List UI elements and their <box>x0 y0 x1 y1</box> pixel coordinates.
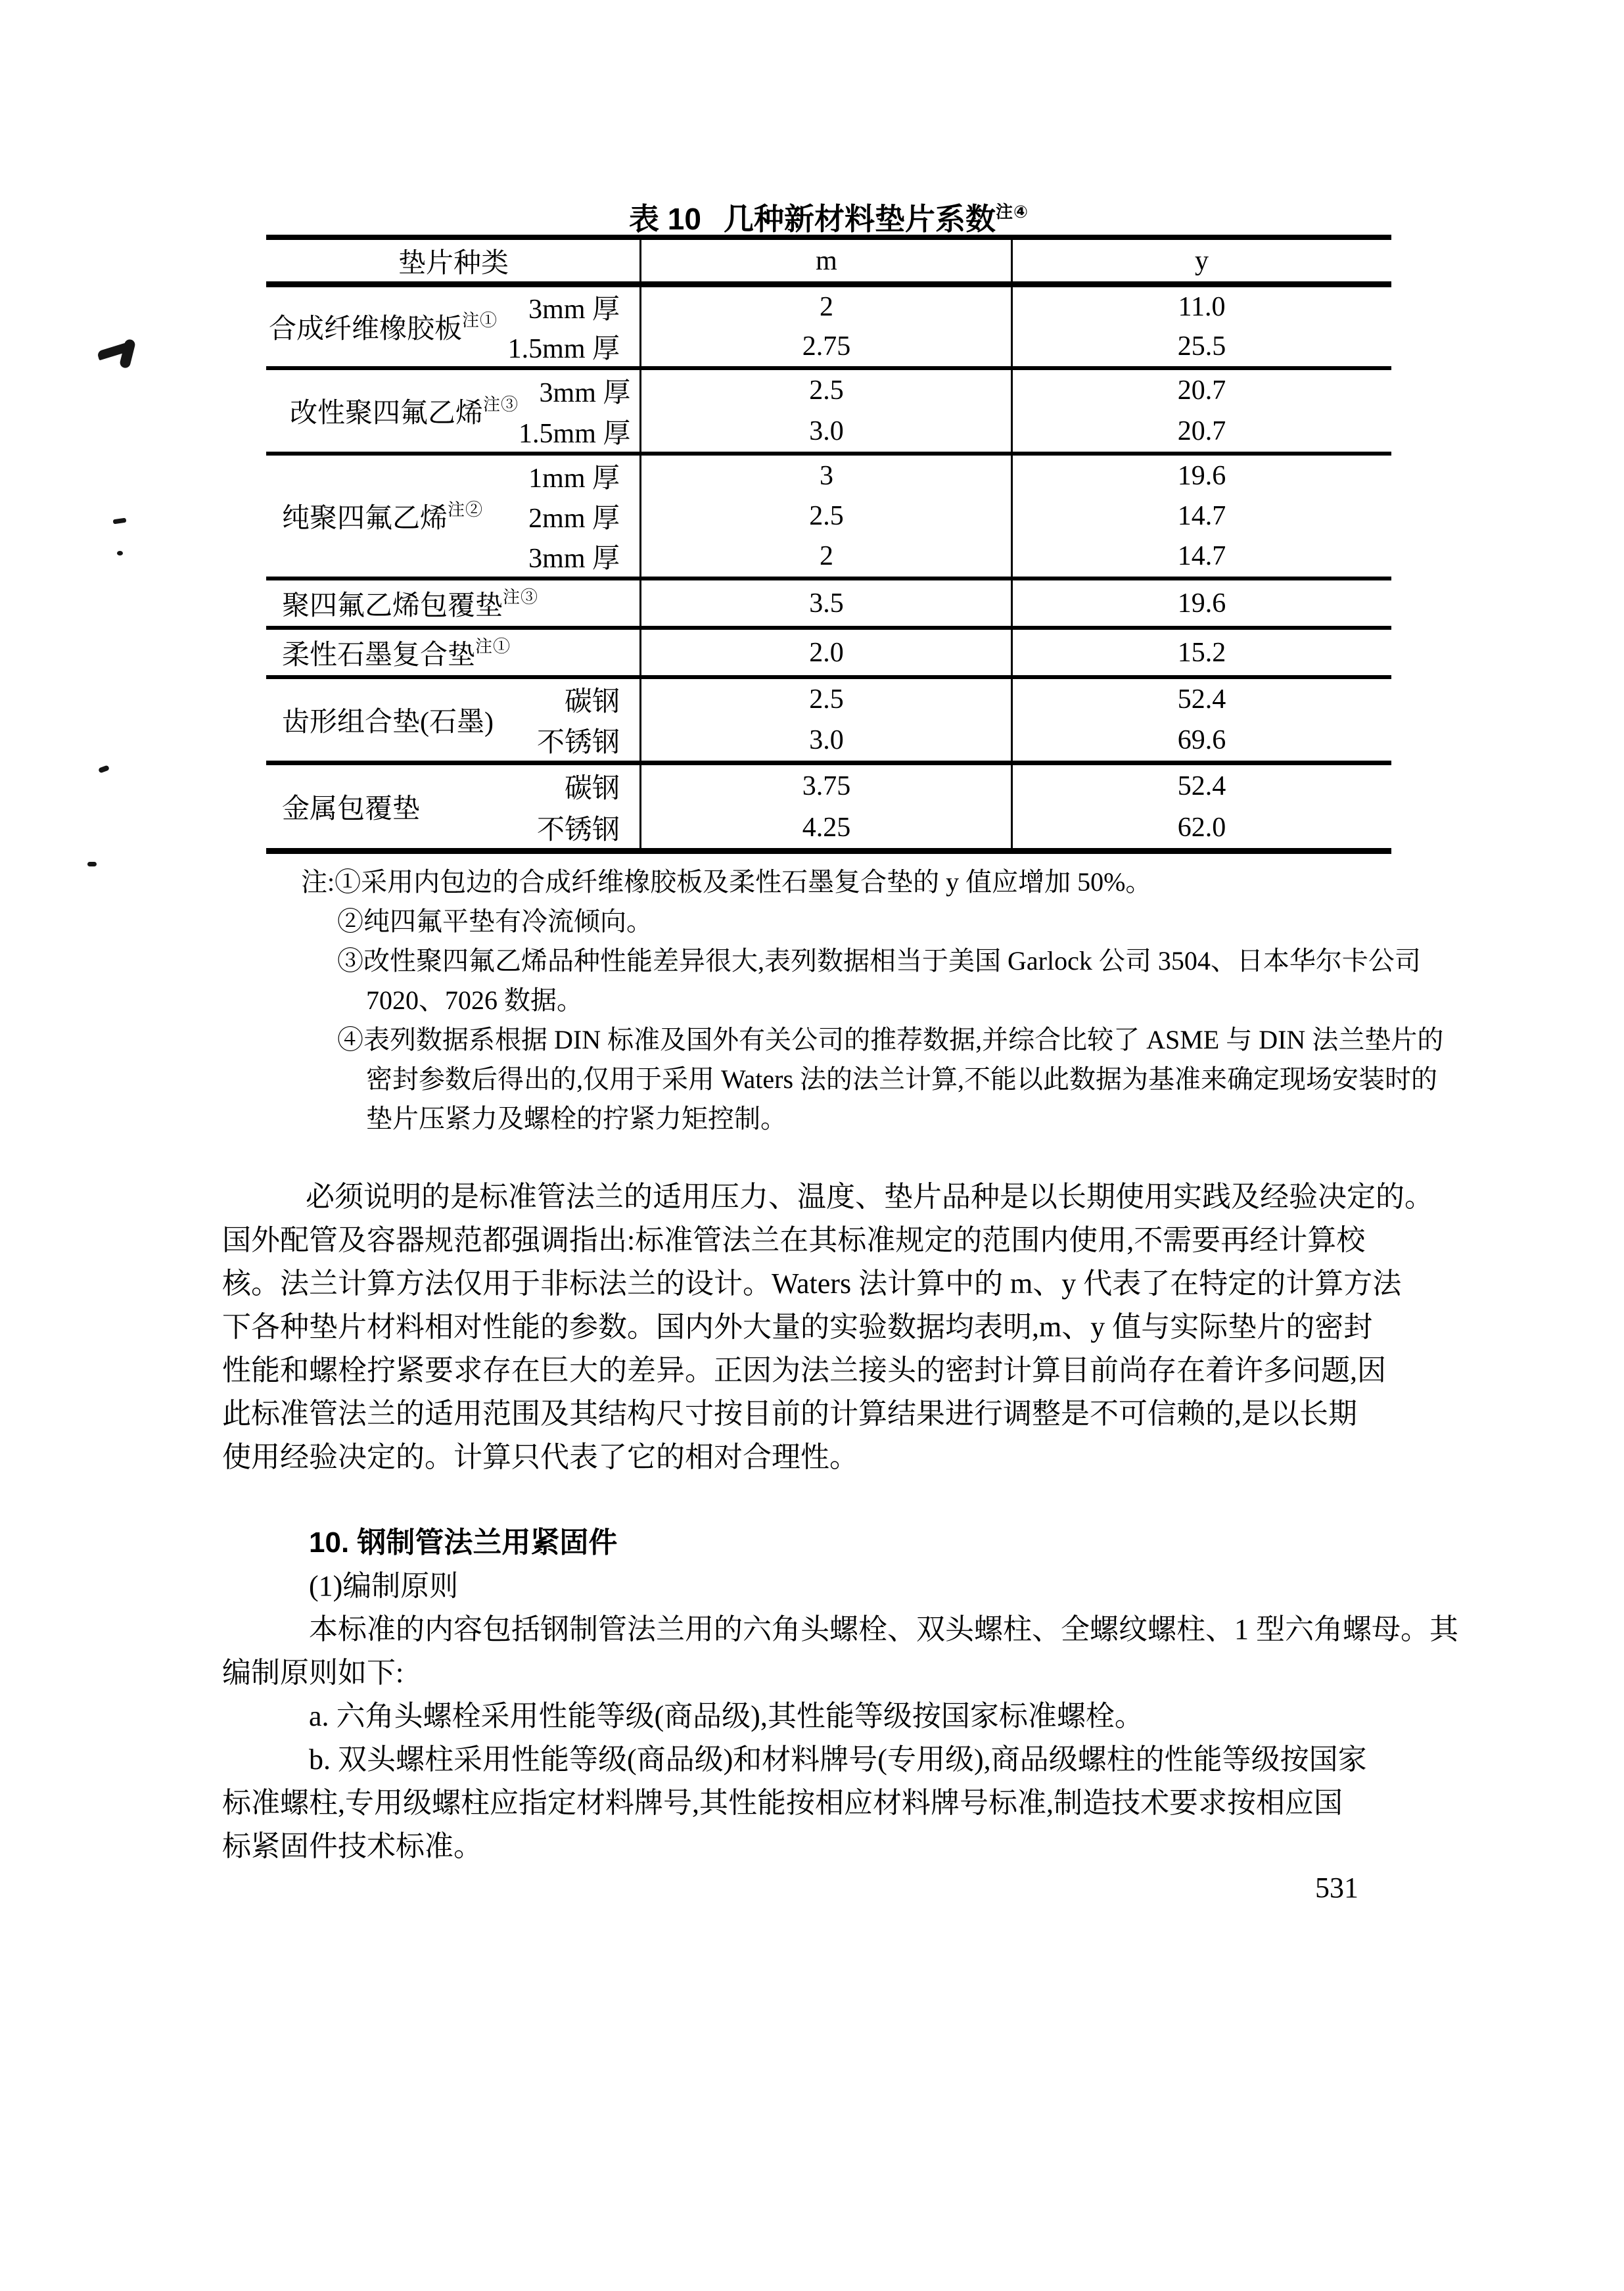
section-subheading: (1)编制原则 <box>309 1570 459 1602</box>
note-ref: 注① <box>462 311 498 330</box>
thickness-label: 3mm 厚 <box>539 378 631 408</box>
y-value: 20.7 <box>1177 375 1226 406</box>
gasket-type-label: 改性聚四氟乙烯$^{注③}$ <box>290 395 519 429</box>
note-line: ③改性聚四氟乙烯品种性能差异很大,表列数据相当于美国 Garlock 公司 3504、日本华尔卡公司 <box>337 946 1421 976</box>
section-line: 本标准的内容包括钢制管法兰用的六角头螺栓、双头螺柱、全螺纹螺柱、1 型六角螺母。其 <box>309 1613 1458 1645</box>
y-value: 11.0 <box>1178 292 1226 322</box>
ink-smudge-icon <box>117 551 123 555</box>
thickness-label: 2mm 厚 <box>528 503 620 534</box>
thickness-label: 1.5mm 厚 <box>519 419 631 449</box>
gasket-type-label: 纯聚四氟乙烯$^{注②}$ <box>282 500 484 534</box>
body-line: 使用经验决定的。计算只代表了它的相对合理性。 <box>222 1441 858 1473</box>
y-value: 20.7 <box>1177 416 1226 446</box>
m-value: 2 <box>820 292 833 322</box>
table-title-text: 几种新材料垫片系数 <box>723 202 996 236</box>
body-line: 此标准管法兰的适用范围及其结构尺寸按目前的计算结果进行调整是不可信赖的,是以长期 <box>222 1398 1357 1430</box>
table-row-group <box>266 679 1391 765</box>
note-line: 密封参数后得出的,仅用于采用 Waters 法的法兰计算,不能以此数据为基准来确定现场安装时的 <box>366 1064 1438 1094</box>
column-header-y: y <box>1195 245 1209 276</box>
material-label: 不锈钢 <box>536 728 620 758</box>
note-line: 注:①采用内包边的合成纤维橡胶板及柔性石墨复合垫的 y 值应增加 50%。 <box>301 867 1152 897</box>
table-row-group <box>266 370 1391 456</box>
m-value: 3 <box>820 460 833 491</box>
section-line: 标紧固件技术标准。 <box>222 1830 482 1862</box>
page-number: 531 <box>1315 1872 1358 1904</box>
table-row-group <box>266 456 1391 580</box>
body-line: 国外配管及容器规范都强调指出:标准管法兰在其标准规定的范围内使用,不需要再经计算校 <box>222 1224 1366 1256</box>
body-line: 必须说明的是标准管法兰的适用压力、温度、垫片品种是以长期使用实践及经验决定的。 <box>306 1181 1433 1213</box>
table-row-group <box>266 630 1391 679</box>
body-line: 下各种垫片材料相对性能的参数。国内外大量的实验数据均表明,m、y 值与实际垫片的密封 <box>222 1311 1373 1343</box>
section-line-item-a: a. 六角头螺栓采用性能等级(商品级),其性能等级按国家标准螺栓。 <box>309 1700 1144 1732</box>
note-line: 7020、7026 数据。 <box>366 985 583 1015</box>
y-value: 14.7 <box>1177 500 1226 531</box>
body-line: 核。法兰计算方法仅用于非标法兰的设计。Waters 法计算中的 m、y 代表了在特定的计算方法 <box>222 1267 1402 1300</box>
table-title <box>266 193 1391 236</box>
y-value: 25.5 <box>1177 331 1226 362</box>
gasket-type-label: 合成纤维橡胶板$^{注①}$ <box>269 311 498 344</box>
note-ref: 注③ <box>483 395 519 414</box>
y-value: 52.4 <box>1177 684 1226 715</box>
thickness-label: 1.5mm 厚 <box>507 334 620 364</box>
note-line: ②纯四氟平垫有冷流倾向。 <box>337 907 653 936</box>
y-value: 19.6 <box>1177 460 1226 491</box>
thickness-label: 1mm 厚 <box>528 463 620 494</box>
table-title-prefix: 表 10 <box>629 202 701 236</box>
section-fasteners <box>222 1521 1458 1868</box>
table-header-row <box>266 240 1391 287</box>
gasket-type-label: 金属包覆垫 <box>282 794 421 824</box>
section-line: 标准螺柱,专用级螺柱应指定材料牌号,其性能按相应材料牌号标准,制造技术要求按相应国 <box>222 1787 1343 1819</box>
m-value: 2.75 <box>802 331 851 362</box>
m-value: 3.0 <box>809 416 844 446</box>
column-header-gasket-type: 垫片种类 <box>398 248 509 279</box>
body-line: 性能和螺栓拧紧要求存在巨大的差异。正因为法兰接头的密封计算目前尚存在着许多问题,因 <box>222 1354 1386 1386</box>
y-value: 69.6 <box>1177 725 1226 755</box>
note-ref: 注③ <box>503 587 539 607</box>
m-value: 2.5 <box>809 684 844 715</box>
note-line: 垫片压紧力及螺栓的拧紧力矩控制。 <box>366 1104 787 1133</box>
m-value: 4.25 <box>802 812 851 843</box>
table-row-group <box>266 287 1391 370</box>
y-value: 15.2 <box>1177 637 1226 668</box>
thickness-label: 3mm 厚 <box>528 295 620 325</box>
gasket-type-label: 聚四氟乙烯包覆垫$^{注③}$ <box>282 587 539 621</box>
column-header-m: m <box>816 245 837 276</box>
y-value: 52.4 <box>1177 770 1226 801</box>
material-label: 不锈钢 <box>536 815 620 845</box>
y-value: 19.6 <box>1177 588 1226 619</box>
m-value: 3.5 <box>809 588 844 619</box>
material-label: 碳钢 <box>564 773 620 804</box>
y-value: 14.7 <box>1177 541 1226 572</box>
section-line-item-b: b. 双头螺柱采用性能等级(商品级)和材料牌号(专用级),商品级螺柱的性能等级按国家 <box>309 1743 1367 1776</box>
body-paragraph <box>222 1175 1433 1479</box>
table-row-group <box>266 765 1391 854</box>
m-value: 3.0 <box>809 725 844 755</box>
table-column-divider <box>639 240 641 854</box>
m-value: 2.5 <box>809 500 844 531</box>
gasket-coefficient-table <box>266 235 1391 854</box>
m-value: 3.75 <box>802 770 851 801</box>
table-notes <box>0 862 1624 1139</box>
m-value: 2.0 <box>809 637 844 668</box>
table-title-note-ref: 注④ <box>995 202 1029 222</box>
material-label: 碳钢 <box>564 687 620 717</box>
gasket-type-label: 齿形组合垫(石墨) <box>282 707 494 738</box>
ink-smudge-icon <box>113 518 127 525</box>
ink-smudge-icon <box>98 765 110 774</box>
note-ref: 注① <box>475 636 511 656</box>
y-value: 62.0 <box>1177 812 1226 843</box>
ink-smudge-icon <box>119 339 136 369</box>
gasket-type-label: 柔性石墨复合垫$^{注①}$ <box>282 636 511 671</box>
section-line: 编制原则如下: <box>222 1657 404 1689</box>
m-value: 2 <box>820 541 833 572</box>
note-ref: 注② <box>448 500 484 519</box>
section-heading: 10. 钢制管法兰用紧固件 <box>309 1526 618 1559</box>
table-row-group <box>266 580 1391 630</box>
note-line: ④表列数据系根据 DIN 标准及国外有关公司的推荐数据,并综合比较了 ASME 与 DIN 法兰垫片的 <box>337 1025 1444 1054</box>
table-column-divider <box>1011 240 1013 854</box>
thickness-label: 3mm 厚 <box>528 544 620 575</box>
m-value: 2.5 <box>809 375 844 406</box>
